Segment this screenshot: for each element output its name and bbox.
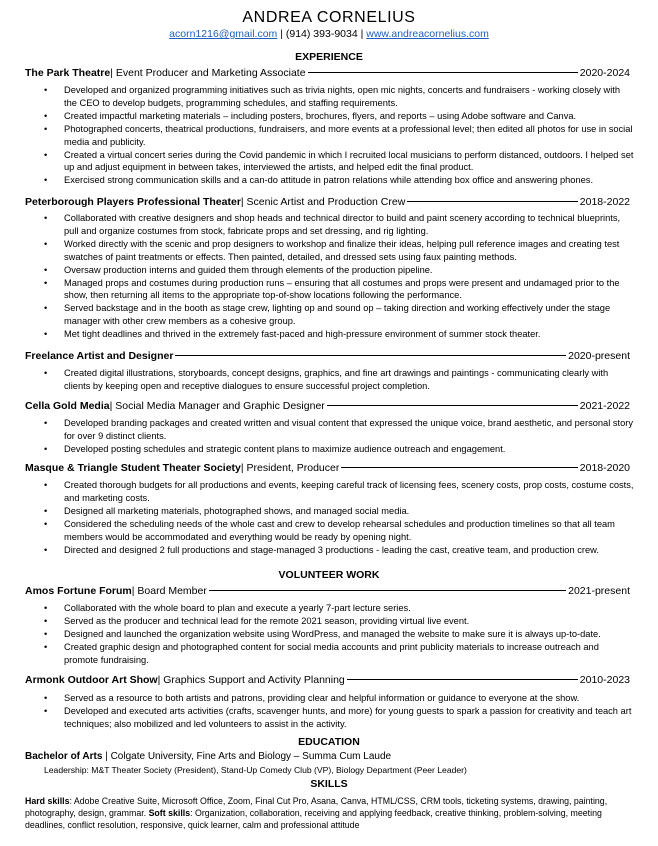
divider-line: [175, 355, 566, 356]
job-dates: 2020-present: [568, 349, 630, 362]
section-heading-skills: SKILLS: [310, 778, 348, 790]
bullet-icon: •: [44, 603, 48, 613]
volunteer-bullets: [44, 602, 634, 667]
job-bullets: [44, 367, 634, 393]
candidate-name: ANDREA CORNELIUS: [242, 9, 416, 26]
website-link[interactable]: www.andreacornelius.com: [366, 28, 489, 40]
bullet-icon: •: [44, 110, 48, 121]
job-role: | Event Producer and Marketing Associate: [110, 66, 306, 79]
section-heading-experience: EXPERIENCE: [295, 51, 363, 63]
contact-line: [0, 28, 658, 40]
job-organization: The Park Theatre: [25, 66, 111, 79]
list-item: • Directed and designed 2 full productions and stage-managed 3 productions - leading the cast, creative team, and production crew.: [44, 544, 599, 555]
bullet-icon: •: [44, 303, 48, 314]
email-link[interactable]: acorn1216@gmail.com: [169, 28, 278, 40]
list-item: • Created graphic design and photographed content for social media accounts and print publicity materials to increase outreach and promote fundraising.: [44, 641, 599, 665]
job-bullets: [44, 84, 634, 187]
education-details: | Colgate University, Fine Arts and Biology – Summa Cum Laude: [102, 751, 392, 762]
bullet-icon: •: [44, 480, 48, 490]
job-organization: Peterborough Players Professional Theater: [25, 195, 241, 208]
bullet-icon: •: [44, 264, 48, 275]
divider-line: [407, 201, 577, 202]
separator: |: [280, 28, 283, 40]
soft-skills-label: Soft skills: [148, 808, 191, 818]
list-item: • Developed and executed arts activities (crafts, scavenger hunts, and more) for young guests to spark a passion for creativity and teach art techniques; also mobilized and led volunteers to assist in the activity.: [44, 705, 632, 729]
degree: Bachelor of Arts: [25, 751, 103, 762]
bullet-icon: •: [44, 544, 48, 555]
divider-line: [209, 590, 566, 591]
list-item: • Developed and organized programming initiatives such as trivia nights, open mic nights, concerts and fundraisers - working closely with the CEO to develop budgets, programming schedules, and staffing requirements.: [44, 85, 621, 108]
list-item: • Created thorough budgets for all productions and events, keeping careful track of licensing fees, scenery costs, prop costs, costume costs, and marketing costs.: [44, 480, 634, 503]
bullet-icon: •: [44, 123, 48, 134]
soft-skills: : Organization, collaboration, receiving and applying feedback, creative thinking, problem-solving, meeting deadlines, conflict resolution, responsive, quick learner, calm and professional attitude: [25, 808, 602, 830]
bullet-icon: •: [44, 505, 48, 516]
bullet-icon: •: [44, 329, 48, 340]
job-header: [25, 66, 630, 79]
job-role: | Scenic Artist and Production Crew: [240, 195, 406, 208]
volunteer-dates: 2010-2023: [579, 673, 630, 686]
bullet-icon: •: [44, 693, 48, 703]
bullet-icon: •: [44, 443, 48, 454]
list-item: • Designed and launched the organization website using WordPress, and managed the website to make sure it is always up-to-date.: [44, 628, 601, 639]
list-item: • Created a virtual concert series during the Covid pandemic in which I recruited local musicians to perform distanced, outdoors. I helped set up and adjust equipment in between takes, interviewed the artists, and helped edit the final product.: [44, 149, 634, 173]
divider-line: [327, 405, 578, 406]
job-dates: 2018-2020: [579, 461, 630, 474]
bullet-icon: •: [44, 238, 48, 249]
hard-skills: : Adobe Creative Suite, Microsoft Office, Zoom, Final Cut Pro, Asana, Canva, HTML/CSS, CRM tools, ticketing systems, drawing, painting, photography, design, grammar.: [25, 796, 608, 818]
bullet-icon: •: [44, 277, 48, 288]
bullet-icon: •: [44, 641, 48, 652]
list-item: • Served as a resource to both artists and patrons, providing clear and helpful information or guidance to everyone at the show.: [44, 693, 580, 703]
bullet-icon: •: [44, 705, 48, 716]
volunteer-organization: Armonk Outdoor Art Show: [25, 673, 158, 686]
list-item: • Created impactful marketing materials – including posters, brochures, flyers, and reports – using Adobe software and Canva.: [44, 110, 577, 121]
list-item: • Served backstage and in the booth as stage crew, lighting op and sound op – taking direction and working effectively under the stage manager with other crew members as a cohesive group.: [44, 303, 611, 327]
hard-skills-label: Hard skills: [25, 796, 70, 806]
bullet-icon: •: [44, 418, 48, 428]
list-item: • Photographed concerts, theatrical productions, fundraisers, and more events at a professional level; then edited all photos for use in social media and publicity.: [44, 123, 633, 147]
list-item: • Met tight deadlines and thrived in the extremely fast-paced and high-pressure environment of summer stock theater.: [44, 329, 541, 340]
job-header: [25, 461, 630, 474]
divider-line: [347, 679, 578, 680]
volunteer-header: [25, 673, 630, 686]
list-item: • Considered the scheduling needs of the whole cast and crew to develop rehearsal schedules and production timelines so that all team members would be accommodated and everything would be ready by opening night.: [44, 518, 615, 542]
job-dates: 2020-2024: [579, 66, 630, 79]
bullet-icon: •: [44, 149, 48, 160]
bullet-icon: •: [44, 175, 48, 186]
bullet-icon: •: [44, 628, 48, 639]
job-organization: Freelance Artist and Designer: [25, 349, 174, 362]
divider-line: [308, 72, 578, 73]
list-item: • Collaborated with creative designers and shop heads and technical director to build and paint scenery according to technical blueprints, pull and organize costumes from stock, fabricate props and set dressing, and rig lighting.: [44, 213, 621, 236]
section-heading-volunteer: VOLUNTEER WORK: [278, 569, 380, 581]
list-item: • Developed posting schedules and strategic content plans to maximize audience outreach and engagement.: [44, 443, 506, 454]
job-organization: Masque & Triangle Student Theater Society: [25, 461, 241, 474]
section-heading-education: EDUCATION: [298, 736, 360, 748]
volunteer-header: [25, 584, 630, 597]
job-bullets: [44, 479, 634, 556]
job-dates: 2018-2022: [579, 195, 630, 208]
list-item: • Served as the producer and technical lead for the remote 2021 season, providing virtual live event.: [44, 615, 470, 626]
bullet-icon: •: [44, 368, 48, 378]
bullet-icon: •: [44, 518, 48, 529]
phone-number: (914) 393-9034: [285, 28, 358, 40]
volunteer-role: | Board Member: [131, 584, 207, 597]
separator: |: [360, 28, 364, 40]
bullet-icon: •: [44, 85, 48, 95]
list-item: • Exercised strong communication skills and a can-do attitude in patron relations while attending box office and answering phones.: [44, 175, 594, 186]
volunteer-dates: 2021-present: [568, 584, 630, 597]
bullet-icon: •: [44, 213, 48, 223]
list-item: • Designed all marketing materials, photographed shows, and managed social media.: [44, 505, 410, 516]
job-header: [25, 195, 630, 208]
list-item: • Developed branding packages and created written and visual content that expressed the unique voice, brand aesthetic, and personal story for over 9 distinct clients.: [44, 418, 634, 441]
list-item: • Oversaw production interns and guided them through elements of the production pipeline.: [44, 264, 433, 275]
bullet-icon: •: [44, 615, 48, 626]
volunteer-bullets: [44, 692, 634, 731]
job-role: | President, Producer: [240, 461, 340, 474]
education-entry: [25, 751, 635, 762]
job-bullets: [44, 417, 634, 456]
volunteer-organization: Amos Fortune Forum: [25, 584, 132, 597]
education-leadership: Leadership: M&T Theater Society (President), Stand-Up Comedy Club (VP), Biology Department (Peer Leader): [44, 765, 467, 775]
job-bullets: [44, 212, 634, 341]
job-dates: 2021-2022: [579, 399, 630, 412]
volunteer-role: | Graphics Support and Activity Planning: [157, 673, 345, 686]
divider-line: [341, 467, 577, 468]
job-header: [25, 349, 630, 362]
job-role: | Social Media Manager and Graphic Designer: [109, 399, 325, 412]
job-header: [25, 399, 630, 412]
list-item: • Created digital illustrations, storyboards, concept designs, graphics, and fine art drawings and paintings - communicating clearly with clients by keeping open and receptive dialogues to ensure successful project completion.: [44, 368, 609, 391]
job-organization: Cella Gold Media: [25, 399, 110, 412]
list-item: • Worked directly with the scenic and prop designers to workshop and finalize their ideas, helping pull reference images and creating test swatches of paint treatments or effects. Then painted, detailed, and dressed sets using faux painting methods.: [44, 238, 620, 262]
skills-paragraph: [25, 795, 635, 831]
list-item: • Collaborated with the whole board to plan and execute a yearly 7-part lecture series.: [44, 603, 411, 613]
list-item: • Managed props and costumes during production runs – ensuring that all costumes and props were present and undamaged prior to the show, then returning all items to the appropriate top-of-show locations following the performance.: [44, 277, 620, 301]
